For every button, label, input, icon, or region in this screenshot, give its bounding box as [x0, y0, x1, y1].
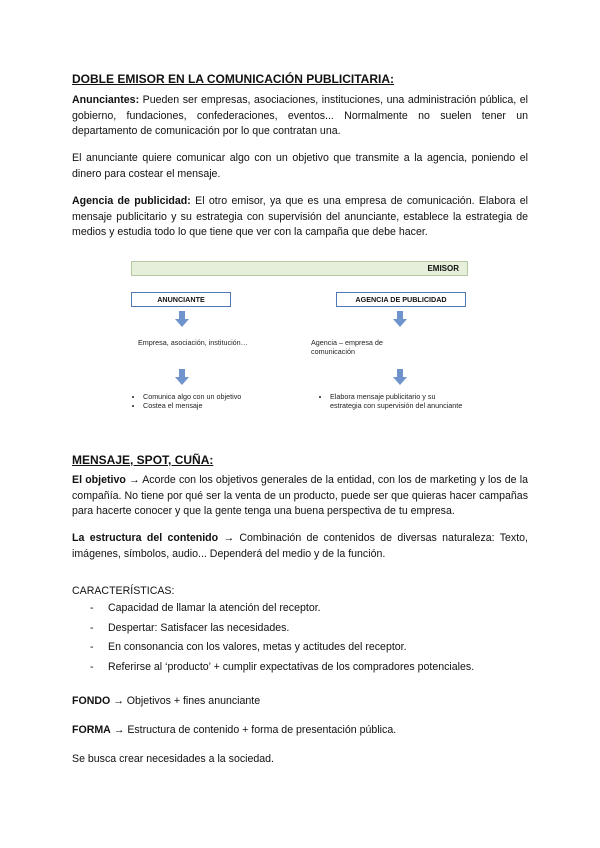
paragraph-estructura [72, 531, 528, 562]
section-heading-doble-emisor: DOBLE EMISOR EN LA COMUNICACIÓN PUBLICITARIA: [72, 72, 394, 86]
caracteristicas-list [90, 599, 530, 677]
arrow-down-icon [393, 311, 407, 327]
term-estructura: La estructura del contenido [72, 532, 219, 544]
term-forma: FORMA [72, 724, 111, 736]
list-item: • Elabora mensaje publicitario y su estrategia con supervisión del anunciante [330, 392, 468, 410]
section-heading-mensaje: MENSAJE, SPOT, CUÑA: [72, 453, 214, 467]
emisor-diagram [131, 258, 468, 436]
agencia-box: AGENCIA DE PUBLICIDAD [336, 292, 466, 307]
term-agencia: Agencia de publicidad: [72, 195, 191, 207]
anunciante-description: Empresa, asociación, institución… [138, 338, 248, 347]
agencia-description: Agencia – empresa de comunicación [311, 338, 383, 356]
definition-fondo: → Objetivos + fines anunciante [110, 695, 261, 707]
emisor-header-bar [131, 261, 468, 276]
arrow-down-icon [175, 311, 189, 327]
paragraph-agencia [72, 194, 528, 241]
definition-objetivo: → Acorde con los objetivos generales de la entidad, con los de marketing y los de la compañía. No tiene por qué ser la venta de un producto, puede ser que quieras hacer campañas para hacerte conocer y que la gente tenga una buena perspectiva de tu empresa. [72, 474, 528, 517]
list-item: • Comunica algo con un objetivo [143, 392, 301, 401]
anunciante-bullets [131, 392, 301, 410]
arrow-down-icon [175, 369, 189, 385]
emisor-header-label: EMISOR [427, 264, 459, 273]
paragraph-closing: Se busca crear necesidades a la sociedad. [72, 753, 274, 765]
definition-estructura: → Combinación de contenidos de diversas naturaleza: Texto, imágenes, símbolos, audio... Dependerá del medio y de la función. [72, 532, 528, 560]
paragraph-forma [72, 723, 528, 739]
list-item: - En consonancia con los valores, metas y actitudes del receptor. [90, 638, 530, 658]
agencia-bullets [318, 392, 468, 410]
paragraph-objetivo [72, 473, 528, 520]
definition-anunciantes: Pueden ser empresas, asociaciones, instituciones, una administración pública, el gobierno, fundaciones, confederaciones, eventos... Normalmente no suelen tener un departamento de comunicación por lo que contratan una. [72, 94, 528, 137]
term-anunciantes: Anunciantes: [72, 94, 140, 106]
arrow-down-icon [393, 369, 407, 385]
list-item: • Costea el mensaje [143, 401, 301, 410]
term-fondo: FONDO [72, 695, 111, 707]
definition-agencia: El otro emisor, ya que es una empresa de comunicación. Elabora el mensaje publicitario y su estrategia con supervisión del anunciante, establece la estrategia de medios y estudia todo lo que tiene que ver con la campaña que debe hacer. [72, 195, 528, 238]
list-item: - Referirse al ‘producto’ + cumplir expectativas de los compradores potenciales. [90, 658, 530, 678]
paragraph-anunciantes [72, 93, 528, 140]
list-item: - Despertar: Satisfacer las necesidades. [90, 619, 530, 639]
anunciante-box: ANUNCIANTE [131, 292, 231, 307]
paragraph-fondo [72, 694, 528, 710]
paragraph-anunciante-comunica: El anunciante quiere comunicar algo con un objetivo que transmite a la agencia, poniendo el dinero para costear el mensaje. [72, 152, 528, 180]
definition-forma: → Estructura de contenido + forma de presentación pública. [110, 724, 397, 736]
term-objetivo: El objetivo [72, 474, 126, 486]
caracteristicas-label: CARACTERÍSTICAS: [72, 585, 175, 597]
list-item: - Capacidad de llamar la atención del receptor. [90, 599, 530, 619]
